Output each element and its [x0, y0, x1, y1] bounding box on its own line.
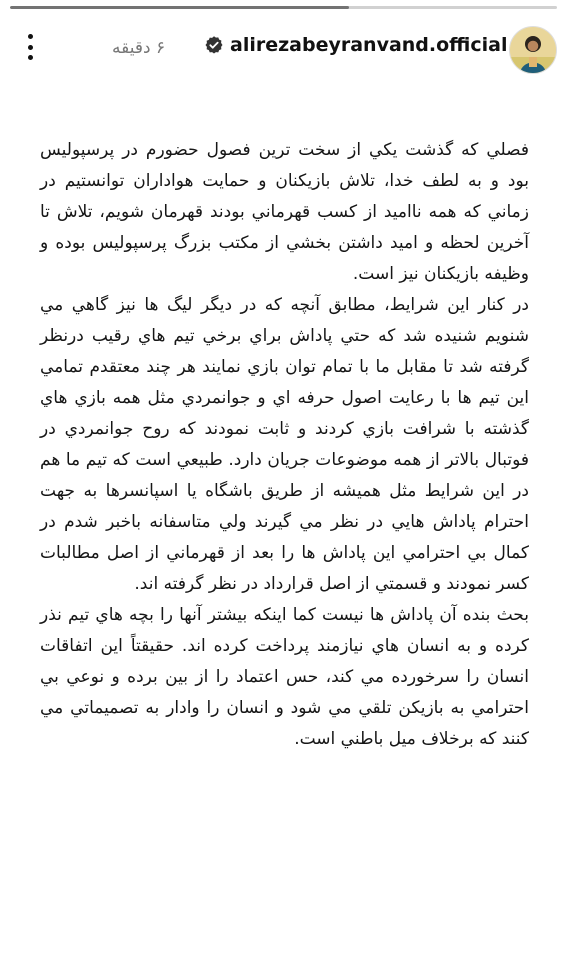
menu-dot	[28, 34, 33, 39]
story-time-ago: ۶ دقیقه	[112, 38, 166, 58]
story-paragraph: بحث بنده آن پاداش ها نيست کما اينکه بيشتر آنها را بچه هاي تيم نذر کرده و به انسان هاي نيازمند پرداخت کرده اند. حقيقتاً اين اتفاقات انسان را سرخورده مي کند، حس اعتماد را از بين برده و نوعي بي احترامي به بازيکن تلقي مي شود و انسان را وادار به تصميماتي مي کنند که برخلاف ميل باطني است.	[40, 605, 529, 749]
story-username: alirezabeyranvand.official	[230, 34, 508, 56]
verified-badge-icon	[204, 35, 224, 55]
more-vertical-icon[interactable]	[18, 32, 42, 62]
story-user-link[interactable]	[204, 34, 507, 56]
story-progress-bar	[10, 6, 557, 9]
menu-dot	[28, 55, 33, 60]
story-header	[0, 16, 567, 80]
story-paragraph: فصلي که گذشت يکي از سخت ترين فصول حضورم در پرسپوليس بود و به لطف خدا، تلاش بازيکنان و حمايت هواداران توانستيم در زماني که همه نااميد از کسب قهرماني بودند قهرمان شويم، تلاش تا آخرين لحظه و اميد داشتن بخشي از مکتب بزرگ پرسپوليس بوده و وظيفه بازيکنان نيز است.	[40, 140, 529, 284]
story-paragraph: در کنار اين شرايط، مطابق آنچه که در ديگر ليگ ها نيز گاهي مي شنويم شنيده شد که حتي پاداش براي برخي تيم هاي رقيب درنظر گرفته شد تا مقابل ما با تمام توان بازي نمايند هر چند معتقدم تمامي اين تيم ها با رعايت اصول حرفه اي و جوانمردي مثل همه بازي هاي گذشته با شرافت بازي کردند و ثابت نمودند که روح جوانمردي در فوتبال بالاتر از همه موضوعات جريان دارد. طبيعي است که تيم ما هم در اين شرايط مثل هميشه از طريق باشگاه يا اسپانسرها به جهت احترام پاداش هايي در نظر مي گيرند ولي متاسفانه باخبر شدم در کمال بي احترامي اين پاداش ها را بعد از قهرماني از اصل مطالبات کسر نمودند و قسمتي از اصل قرارداد در نظر گرفته اند.	[40, 295, 529, 594]
story-text-body	[40, 135, 529, 755]
story-progress-fill	[10, 6, 349, 9]
profile-avatar[interactable]	[509, 26, 557, 74]
menu-dot	[28, 45, 33, 50]
avatar-image	[510, 27, 556, 73]
